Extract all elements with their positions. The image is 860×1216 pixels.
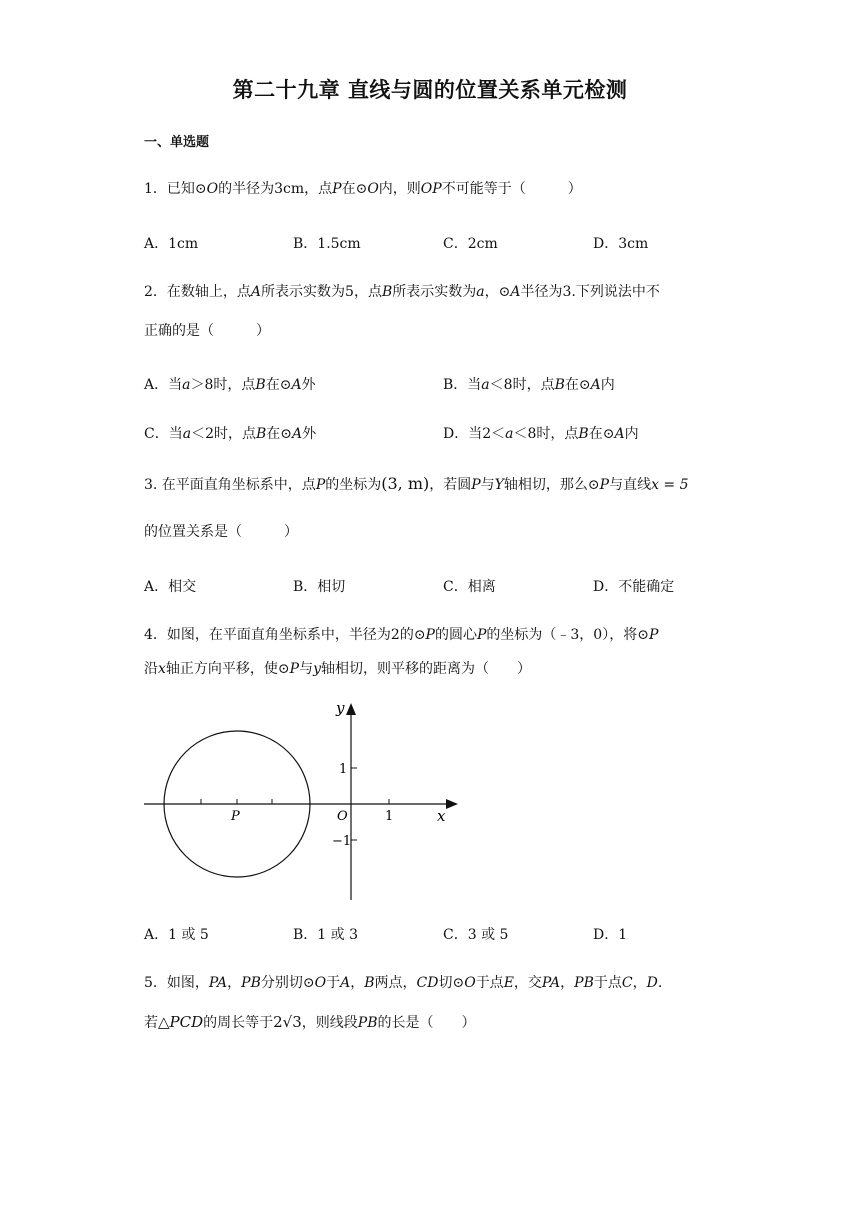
page-title: 第二十九章 直线与圆的位置关系单元检测: [232, 78, 628, 102]
y-tick-label-one: 1: [339, 762, 348, 777]
question-1-stem: 1．已知⊙O的半径为3cm，点P在⊙O内，则OP不可能等于（ ）: [144, 181, 582, 197]
section-heading: 一、单选题: [144, 135, 210, 150]
question-1-option-c: C．2cm: [443, 236, 498, 252]
x-axis-label: x: [437, 807, 446, 825]
question-2-option-d: D．当2＜a＜8时，点B在⊙A内: [443, 426, 639, 442]
question-2-option-c: C．当a＜2时，点B在⊙A外: [144, 426, 317, 442]
question-2-stem-line-1: 2．在数轴上，点A所表示实数为5，点B所表示实数为a，⊙A半径为3.下列说法中不: [144, 284, 660, 300]
question-5-stem-line-2: 若△PCD的周长等于2√3，则线段PB的长是（ ）: [144, 1013, 476, 1031]
center-label: P: [231, 809, 240, 824]
question-4-stem-line-2: 沿x轴正方向平移，使⊙P与y轴相切，则平移的距离为（ ）: [144, 661, 531, 677]
question-4-option-d: D．1: [593, 927, 628, 943]
coordinate-expression: (3, m): [381, 474, 430, 493]
question-2-option-b: B．当a＜8时，点B在⊙A内: [443, 377, 615, 393]
question-3-option-b: B．相切: [293, 579, 346, 595]
question-3-stem-line-1: 3. 在平面直角坐标系中，点P的坐标为(3, m)，若圆P与Y轴相切，那么⊙P与直线x = 5: [144, 474, 689, 493]
question-5-stem-line-1: 5．如图，PA，PB分别切⊙O于A，B两点，CD切⊙O于点E，交PA，PB于点C，D.: [144, 975, 663, 991]
question-1-option-a: A．1cm: [144, 236, 199, 252]
question-3-option-c: C．相离: [443, 579, 496, 595]
triangle-expression: △PCD: [158, 1013, 204, 1031]
coordinate-figure: [140, 695, 460, 905]
x-tick-label-one: 1: [385, 809, 394, 824]
question-4-stem-line-1: 4．如图，在平面直角坐标系中，半径为2的⊙P的圆心P的坐标为（﹣3，0），将⊙P: [144, 627, 659, 643]
question-4-option-c: C．3 或 5: [443, 927, 509, 943]
question-3-stem-line-2: 的位置关系是（ ）: [144, 524, 298, 540]
x-axis-arrow: [446, 799, 458, 809]
y-tick-label-neg-one: −1: [332, 834, 352, 849]
question-4-option-b: B．1 或 3: [293, 927, 359, 943]
y-axis-label: y: [336, 699, 345, 717]
question-1-option-b: B．1.5cm: [293, 236, 361, 252]
y-axis-arrow: [346, 703, 356, 715]
question-3-option-d: D．不能确定: [593, 579, 675, 595]
question-3-option-a: A．相交: [144, 579, 197, 595]
question-2-stem-line-2: 正确的是（ ）: [144, 323, 270, 339]
question-4-option-a: A．1 或 5: [144, 927, 209, 943]
origin-label: O: [337, 809, 348, 824]
question-1-option-d: D．3cm: [593, 236, 649, 252]
perimeter-value: 2√3: [273, 1013, 302, 1031]
line-equation: x = 5: [651, 477, 689, 493]
question-2-option-a: A．当a＞8时，点B在⊙A外: [144, 377, 316, 393]
